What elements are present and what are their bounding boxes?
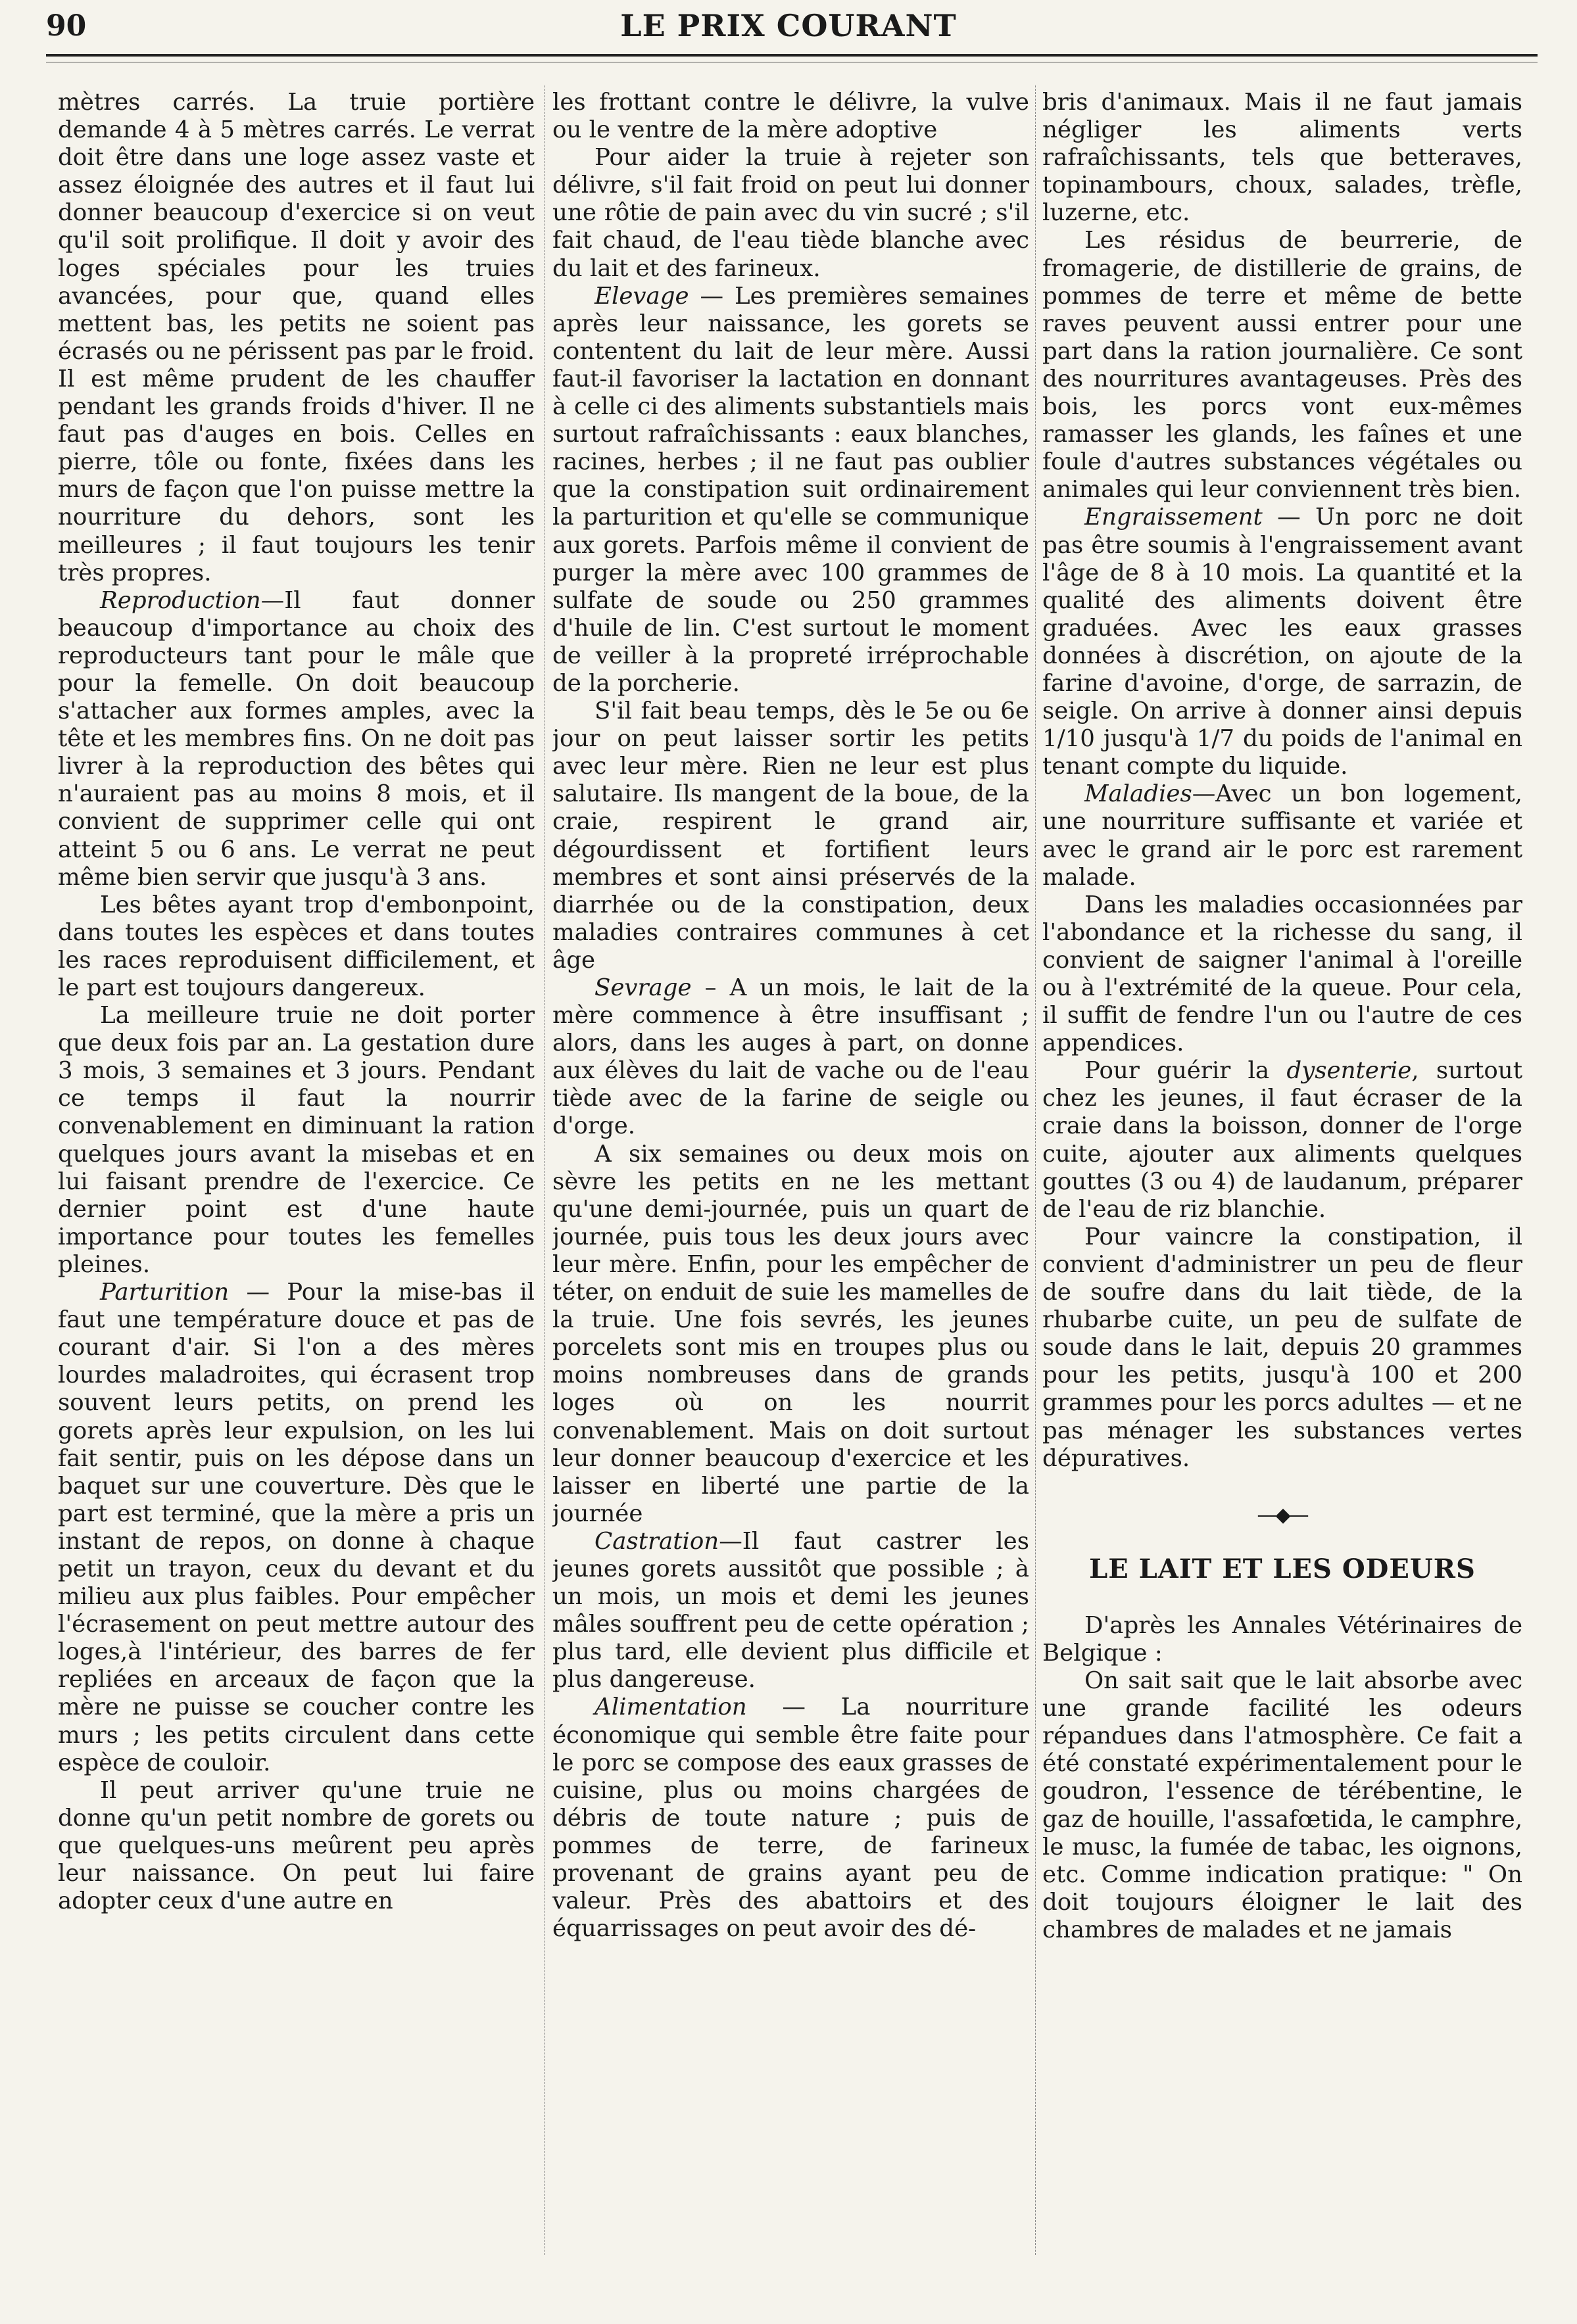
paragraph	[552, 1528, 1029, 1694]
page-number: 90	[46, 9, 87, 43]
paragraph-text: Avec un bon logement, une nourriture suffisante et variée et avec le grand air le porc est rarement malade.	[1042, 780, 1522, 891]
paragraph	[1042, 891, 1522, 1058]
paragraph	[552, 89, 1029, 144]
paragraph-text: La nourriture économique qui semble être faite pour le porc se compose des eaux grasses de cuisine, plus ou moins chargées de débris de toute nature ; puis de pommes de terre, de farineux provenant de grains ayant peu de valeur. Près des abattoirs et des équarrissages on peut avoir des dé-	[552, 1694, 1029, 1943]
emphasis: dysenterie	[1286, 1057, 1412, 1085]
rubric: Alimentation	[594, 1694, 747, 1721]
paragraph	[552, 283, 1029, 698]
paragraph	[58, 1002, 535, 1279]
header-rule	[46, 54, 1538, 57]
paragraph-text: Les résidus de beurrerie, de fromagerie, de distillerie de grains, de pommes de terre et même de bette raves peuvent aussi entrer pour une part dans la ration journalière. Ce sont des nourritures avantageuses. Près des bois, les porcs vont eux-mêmes ramasser les glands, les faînes et une foule d'autres substances végétales ou animales qui leur conviennent très bien.	[1042, 227, 1522, 504]
rubric-separator: –	[691, 974, 730, 1001]
paragraph	[58, 891, 535, 1002]
paragraph-text: Pour aider la truie à rejeter son délivre, s'il fait froid on peut lui donner une rôtie de pain avec du vin sucré ; s'il fait chaud, de l'eau tiède blanche avec du lait et des farineux.	[552, 144, 1029, 282]
paragraph-text: Pour guérir la	[1084, 1057, 1287, 1085]
column-divider	[544, 85, 545, 2255]
rubric: Engraissement	[1084, 504, 1263, 531]
rubric-separator: —	[689, 282, 735, 310]
paragraph-text: Pour vaincre la constipation, il convient d'administrer un peu de fleur de soufre dans du lait tiède, de la rhubarbe cuite, un peu de sulfate de soude dans le lait, depuis 20 grammes pour les petits, jusqu'à 100 et 200 grammes pour les porcs adultes — et ne pas ménager les substances vertes dépuratives.	[1042, 1223, 1522, 1472]
rubric: Castration	[594, 1527, 719, 1555]
paragraph-text: S'il fait beau temps, dès le 5e ou 6e jour on peut laisser sortir les petits avec leur mère. Rien ne leur est plus salutaire. Ils mangent de la boue, de la craie, respirent le grand air, dégourdissent et fortifient leurs membres et sont ainsi préservés de la diarrhée ou de la constipation, deux maladies contraires communes à cet âge	[552, 698, 1029, 974]
rubric-separator: —	[229, 1279, 287, 1306]
rubric-separator: —	[260, 586, 285, 614]
paragraph-text: La meilleure truie ne doit porter que deux fois par an. La gestation dure 3 mois, 3 semaines et 3 jours. Pendant ce temps il faut la nourrir convenablement en diminuant la ration quelques jours avant la misebas et en lui faisant prendre de l'exercice. Ce dernier point est d'une haute importance pour toutes les femelles pleines.	[58, 1002, 535, 1278]
paragraph	[58, 1279, 535, 1777]
paragraph	[552, 1694, 1029, 1943]
rubric-separator: —	[1262, 504, 1316, 531]
rubric-separator: —	[746, 1694, 841, 1721]
paragraph	[1042, 1223, 1522, 1473]
paragraph-text: Il peut arriver qu'une truie ne donne qu'un petit nombre de gorets ou que quelques-uns meûrent peu après leur naissance. On peut lui faire adopter ceux d'une autre en	[58, 1776, 535, 1915]
column-divider	[1035, 85, 1036, 2255]
paragraph	[1042, 227, 1522, 504]
column-2	[552, 89, 1029, 2271]
paragraph-text: mètres carrés. La truie portière demande 4 à 5 mètres carrés. Le verrat doit être dans une loge assez vaste et assez éloignée des autres et il faut lui donner beaucoup d'exercice si on veut qu'il soit prolifique. Il doit y avoir des loges spéciales pour les truies avancées, pour que, quand elles mettent bas, les petits ne soient pas écrasés ou ne périssent pas par le froid. Il est même prudent de les chauffer pendant les grands froids d'hiver. Il ne faut pas d'auges en bois. Celles en pierre, tôle ou fonte, fixées dans les murs de façon que l'on puisse mettre la nourriture du dehors, sont les meilleures ; il faut toujours les tenir très propres.	[58, 89, 535, 586]
paragraph-text: A un mois, le lait de la mère commence à être insuffisant ; alors, dans les auges à part, on donne aux élèves du lait de vache ou de l'eau tiède avec de la farine de seigle ou d'orge.	[552, 974, 1029, 1140]
paragraph: D'après les Annales Vétérinaires de Belgique :	[1042, 1611, 1522, 1667]
paragraph-text: Un porc ne doit pas être soumis à l'engraissement avant l'âge de 8 à 10 mois. La quantité et la qualité des aliments doivent être graduées. Avec les eaux grasses données à discrétion, on ajoute de la farine d'avoine, d'orge, de sarrazin, de seigle. On arrive à donner ainsi depuis 1/10 jusqu'à 1/7 du poids de l'animal en tenant compte du liquide.	[1042, 504, 1522, 780]
rubric-separator: —	[1192, 780, 1216, 808]
paragraph-text: bris d'animaux. Mais il ne faut jamais négliger les aliments verts rafraîchissants, tels que betteraves, topinambours, choux, salades, trèfle, luzerne, etc.	[1042, 89, 1522, 227]
rubric-separator: —	[719, 1527, 742, 1555]
paragraph-text: Il faut castrer les jeunes gorets aussitôt que possible ; à un mois, un mois et demi les jeunes mâles souffrent peu de cette opération ; plus tard, elle devient plus difficile et plus dangereuse.	[552, 1527, 1029, 1694]
paragraph	[58, 587, 535, 891]
paragraph	[1042, 504, 1522, 780]
paragraph	[1042, 89, 1522, 227]
rubric: Maladies	[1084, 780, 1192, 808]
paragraph	[552, 144, 1029, 282]
paragraph	[1042, 780, 1522, 891]
rubric: Sevrage	[594, 974, 692, 1001]
column-1	[58, 89, 535, 2271]
paragraph	[58, 89, 535, 587]
paragraph-text: Les premières semaines après leur naissance, les gorets se contentent du lait de leur mère. Aussi faut-il favoriser la lactation en donnant à celle ci des aliments substantiels mais surtout rafraîchissants : eaux blanches, racines, herbes ; il ne faut pas oublier que la constipation suit ordinairement la parturition et qu'elle se communique aux gorets. Parfois même il convient de purger la mère avec 100 grammes de sulfate de soude ou 250 grammes d'huile de lin. C'est surtout le moment de veiller à la propreté irréprochable de la porcherie.	[552, 282, 1029, 697]
paragraph-text: A six semaines ou deux mois on sèvre les petits en ne les mettant qu'une demi-journée, puis un quart de journée, puis tous les deux jours avec leur mère. Enfin, pour les empêcher de téter, on enduit de suie les mamelles de la truie. Une fois sevrés, les jeunes porcelets sont mis en troupes plus ou moins nombreuses dans de grands loges où on les nourrit convenablement. Mais on doit surtout leur donner beaucoup d'exercice et les laisser en liberté une partie de la journée	[552, 1140, 1029, 1527]
running-head: LE PRIX COURANT	[620, 8, 957, 43]
paragraph	[1042, 1057, 1522, 1223]
paragraph-text: , surtout chez les jeunes, il faut écraser de la craie dans la boisson, donner de l'orge cuite, ajouter aux aliments quelques gouttes (3 ou 4) de laudanum, préparer de l'eau de riz blanchie.	[1042, 1057, 1522, 1223]
paragraph-text: Il faut donner beaucoup d'importance au choix des reproducteurs tant pour le mâle que pour la femelle. On doit beaucoup s'attacher aux formes amples, avec la tête et les membres fins. On ne doit pas livrer à la reproduction des bêtes qui n'auraient pas au moins 8 mois, et il convient de supprimer celle qui ont atteint 5 ou 6 ans. Le verrat ne peut même bien servir que jusqu'à 3 ans.	[58, 586, 535, 891]
rubric: Elevage	[594, 282, 689, 310]
rubric: Reproduction	[100, 586, 261, 614]
paragraph-text: Les bêtes ayant trop d'embonpoint, dans toutes les espèces et dans toutes les races reproduisent difficilement, et le part est toujours dangereux.	[58, 891, 535, 1001]
paragraph	[552, 1141, 1029, 1528]
rubric: Parturition	[100, 1279, 230, 1306]
paragraph: On sait sait que le lait absorbe avec une grande facilité les odeurs répandues dans l'atmosphère. Ce fait a été constaté expérimentalement pour le goudron, l'essence de térébentine, le gaz de houille, l'assafœtida, le camphre, le musc, la fumée de tabac, les oignons, etc. Comme indication pratique: " On doit toujours éloigner le lait des chambres de malades et ne jamais	[1042, 1667, 1522, 1943]
paragraph	[58, 1777, 535, 1915]
paragraph-text: les frottant contre le délivre, la vulve ou le ventre de la mère adoptive	[552, 89, 1029, 144]
article-title: LE LAIT ET LES ODEURS	[1089, 1553, 1476, 1584]
paragraph-text: Dans les maladies occasionnées par l'abondance et la richesse du sang, il convient de saigner l'animal à l'oreille ou à l'extrémité de la queue. Pour cela, il suffit de fendre l'un ou l'autre de ces appendices.	[1042, 891, 1522, 1057]
paragraph	[552, 974, 1029, 1141]
paragraph-text: Pour la mise-bas il faut une température douce et pas de courant d'air. Si l'on a des mères lourdes maladroites, qui écrasent trop souvent leurs petits, on prend les gorets après leur expulsion, on les lui fait sentir, puis on les dépose dans un baquet sur une couverture. Dès que le part est terminé, que la mère a pris un instant de repos, on donne à chaque petit un trayon, ceux du devant et du milieu aux plus faibles. Pour empêcher l'écrasement on peut mettre autour des loges,à l'intérieur, des barres de fer repliées en arceaux de façon que la mère ne puisse se coucher contre les murs ; les petits circulent dans cette espèce de couloir.	[58, 1279, 535, 1776]
paragraph	[552, 698, 1029, 974]
column-3	[1042, 89, 1522, 2271]
section-ornament: —◆—	[1257, 1503, 1308, 1527]
